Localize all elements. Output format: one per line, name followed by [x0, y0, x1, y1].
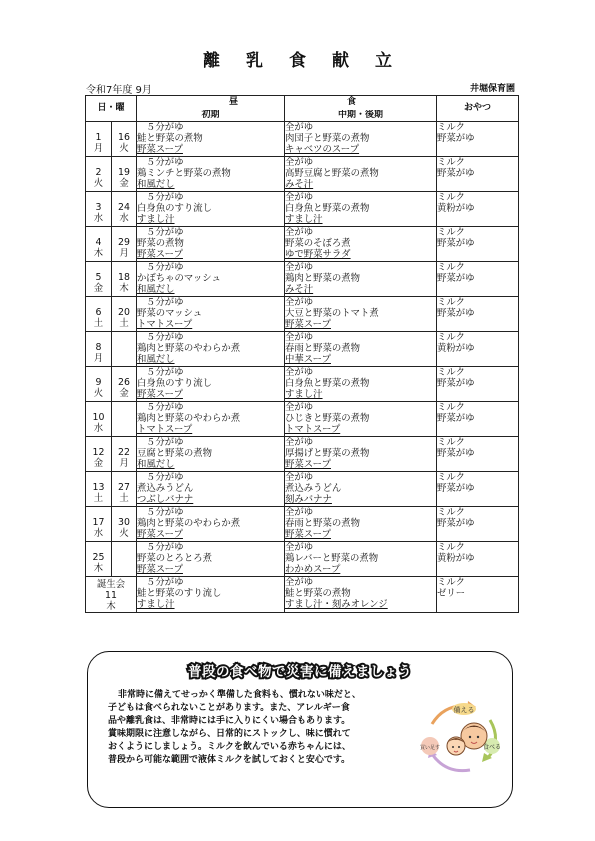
weekday: 土	[119, 492, 129, 504]
early-meal-cell-line: ５分がゆ	[146, 121, 184, 133]
date-number: 9	[95, 376, 102, 388]
weekday: 水	[93, 422, 104, 434]
date-number: 8	[95, 341, 102, 353]
snack-line: 野菜がゆ	[437, 308, 475, 320]
early-meal-cell	[137, 226, 285, 261]
mid-late-meal-cell-line: すまし汁	[285, 214, 323, 226]
mid-late-meal-cell-line: 野菜のそぼろ煮	[285, 238, 351, 250]
weekday: 土	[93, 317, 104, 329]
snack-line: ミルク	[437, 121, 465, 133]
mid-late-meal-cell-line: 刻みバナナ	[285, 494, 332, 506]
menu-period: 令和7年度 9月	[86, 85, 152, 96]
date-number: 6	[95, 306, 102, 318]
disaster-notice-box	[87, 651, 513, 808]
mid-late-meal-cell-line: ゆで野菜サラダ	[285, 249, 351, 261]
early-meal-cell-line: 野菜スープ	[137, 144, 183, 156]
early-meal-cell	[137, 576, 285, 612]
date-number	[112, 332, 136, 342]
snack-line: ミルク	[437, 576, 465, 588]
snack-line: ミルク	[437, 331, 465, 343]
snack-line: ゼリー	[437, 588, 466, 600]
early-meal-cell-line: かぼちゃのマッシュ	[137, 273, 221, 285]
table-row	[86, 261, 519, 296]
mid-late-meal-cell-line: 全がゆ	[285, 506, 314, 518]
header-meal: 食	[285, 96, 437, 110]
snack-line: ミルク	[437, 471, 465, 483]
table-row	[86, 541, 519, 576]
date-number: 30	[118, 516, 130, 528]
date-number: 26	[118, 376, 130, 388]
mid-late-meal-cell-line: 全がゆ	[285, 401, 314, 413]
nursery-name: 井堀保育園	[469, 84, 515, 94]
snack-line: ミルク	[437, 296, 465, 308]
mid-late-meal-cell-line: 全がゆ	[285, 471, 314, 483]
date-number	[112, 402, 136, 412]
mid-late-meal-cell-line: 厚揚げと野菜の煮物	[285, 448, 370, 460]
weekday: 火	[119, 142, 129, 154]
early-meal-cell-line: 和風だし	[137, 354, 175, 366]
birthday-label: 誕生会	[96, 578, 126, 590]
snack-line: ミルク	[437, 436, 465, 448]
date-cell-1	[86, 226, 112, 261]
early-meal-cell-line: 鶏肉と野菜のやわらか煮	[137, 518, 241, 530]
date-cell-1	[86, 436, 112, 471]
mid-late-meal-cell-line: すまし汁	[285, 389, 323, 401]
early-meal-cell-line: ５分がゆ	[146, 156, 184, 168]
mid-late-meal-cell-line: トマトスープ	[285, 424, 341, 436]
snack-cell	[437, 191, 519, 226]
date-cell-2	[112, 226, 137, 261]
mid-late-meal-cell-line: 全がゆ	[285, 156, 314, 168]
snack-line: ミルク	[437, 401, 465, 413]
mid-late-meal-cell	[285, 191, 437, 226]
early-meal-cell-line: 野菜のとろとろ煮	[137, 553, 213, 565]
notice-title: 普段の食べ物で災害に備えましょう	[188, 664, 412, 680]
notice-line: 子どもは食べられないことがあります。また、アレルギー食	[108, 703, 350, 713]
early-meal-cell	[137, 261, 285, 296]
early-meal-cell	[137, 471, 285, 506]
table-row	[86, 436, 519, 471]
weekday: 水	[93, 212, 104, 224]
weekday: 金	[93, 282, 104, 294]
header-snack: おやつ	[437, 96, 519, 122]
early-meal-cell	[137, 366, 285, 401]
weekday: 金	[119, 387, 129, 399]
header-date-day: 日・曜	[86, 96, 137, 122]
snack-line: ミルク	[437, 261, 465, 273]
table-row-birthday	[86, 576, 519, 612]
weekday: 火	[93, 177, 104, 189]
mid-late-meal-cell-line: みそ汁	[285, 284, 314, 296]
weekday: 火	[93, 387, 104, 399]
mid-late-meal-cell-line: 全がゆ	[285, 576, 314, 588]
early-meal-cell-line: トマトスープ	[137, 319, 193, 331]
early-meal-cell-line: 鶏ミンチと野菜の煮物	[137, 168, 231, 180]
date-number: 18	[118, 271, 130, 283]
mid-late-meal-cell	[285, 331, 437, 366]
mid-late-meal-cell-line: キャベツのスープ	[285, 144, 360, 156]
snack-line: 黄粉がゆ	[437, 553, 475, 565]
notice-line: 品や離乳食は、非常時には手に入りにくい場合もあります。	[108, 716, 351, 726]
snack-cell	[437, 121, 519, 156]
snack-line: 野菜がゆ	[437, 483, 475, 495]
snack-cell	[437, 576, 519, 612]
early-meal-cell-line: トマトスープ	[137, 424, 193, 436]
date-cell-2	[112, 191, 137, 226]
snack-cell	[437, 366, 519, 401]
table-row	[86, 191, 519, 226]
early-meal-cell-line: 煮込みうどん	[137, 483, 194, 495]
weekday: 金	[119, 177, 129, 189]
cycle-label-buy: 買い足す	[419, 745, 441, 751]
notice-line: 非常時に備えてせっかく準備した食料も、慣れない味だと、	[118, 690, 361, 700]
date-number	[112, 542, 136, 552]
table-row	[86, 401, 519, 436]
mid-late-meal-cell-line: 全がゆ	[285, 226, 314, 238]
date-number: 2	[95, 166, 102, 178]
early-meal-cell-line: ５分がゆ	[146, 506, 184, 518]
mid-late-meal-cell-line: 鶏肉と野菜の煮物	[285, 273, 361, 285]
mid-late-meal-cell-line: 野菜スープ	[285, 319, 331, 331]
snack-line: ミルク	[437, 191, 465, 203]
date-number: 4	[95, 236, 102, 248]
table-row	[86, 331, 519, 366]
mid-late-meal-cell-line: 鮭と野菜の煮物	[285, 588, 351, 600]
early-meal-cell-line: すまし汁	[137, 214, 175, 226]
early-meal-cell-line: 和風だし	[137, 459, 175, 471]
mid-late-meal-cell	[285, 261, 437, 296]
mid-late-meal-cell	[285, 471, 437, 506]
early-meal-cell-line: 鮭と野菜のすり流し	[137, 588, 222, 600]
early-meal-cell-line: ５分がゆ	[146, 296, 184, 308]
date-number: 12	[92, 446, 105, 458]
cycle-label-eat: 食べる	[482, 744, 502, 751]
date-cell-1	[86, 121, 112, 156]
table-row	[86, 506, 519, 541]
weekday: 月	[93, 352, 104, 364]
date-number: 20	[118, 306, 130, 318]
snack-cell	[437, 541, 519, 576]
early-meal-cell-line: 野菜の煮物	[137, 238, 184, 250]
table-row	[86, 471, 519, 506]
snack-line: 野菜がゆ	[437, 518, 475, 530]
table-row	[86, 156, 519, 191]
snack-cell	[437, 436, 519, 471]
weekday: 月	[119, 457, 129, 469]
date-number: 25	[92, 551, 105, 563]
mid-late-meal-cell-line: 全がゆ	[285, 366, 314, 378]
birthday-date-cell	[86, 576, 137, 612]
early-meal-cell-line: つぶしバナナ	[137, 494, 194, 506]
snack-cell	[437, 296, 519, 331]
snack-line: 野菜がゆ	[437, 168, 475, 180]
snack-line: 野菜がゆ	[437, 413, 475, 425]
date-cell-2	[112, 156, 137, 191]
snack-cell	[437, 331, 519, 366]
date-cell-2	[112, 296, 137, 331]
weekday: 月	[93, 142, 104, 154]
mid-late-meal-cell-line: 高野豆腐と野菜の煮物	[285, 168, 379, 180]
date-number: 11	[105, 589, 117, 601]
mid-late-meal-cell	[285, 296, 437, 331]
mid-late-meal-cell-line: わかめスープ	[285, 564, 341, 576]
mid-late-meal-cell-line: 春雨と野菜の煮物	[285, 518, 361, 530]
snack-line: ミルク	[437, 156, 465, 168]
early-meal-cell-line: ５分がゆ	[146, 226, 184, 238]
weekday: 水	[119, 212, 129, 224]
date-cell-2	[112, 401, 137, 436]
mid-late-meal-cell	[285, 436, 437, 471]
mid-late-meal-cell-line: 鶏レバーと野菜の煮物	[285, 553, 379, 565]
date-number: 19	[118, 166, 130, 178]
weekday: 金	[93, 457, 104, 469]
snack-line: 野菜がゆ	[437, 238, 475, 250]
header-early: 初期	[137, 110, 285, 122]
early-meal-cell-line: 豆腐と野菜の煮物	[137, 448, 213, 460]
mid-late-meal-cell-line: 野菜スープ	[285, 459, 331, 471]
date-number: 1	[95, 131, 102, 143]
header-mid-late: 中期・後期	[285, 110, 437, 122]
early-meal-cell-line: 鶏肉と野菜のやわらか煮	[137, 413, 241, 425]
early-meal-cell-line: ５分がゆ	[146, 471, 184, 483]
baby-food-menu-table	[85, 95, 519, 613]
early-meal-cell	[137, 506, 285, 541]
mid-late-meal-cell-line: 全がゆ	[285, 436, 314, 448]
weekday: 木	[119, 282, 129, 294]
early-meal-cell-line: ５分がゆ	[146, 436, 184, 448]
date-cell-2	[112, 541, 137, 576]
mid-late-meal-cell-line: 全がゆ	[285, 331, 314, 343]
early-meal-cell-line: 野菜スープ	[137, 564, 183, 576]
date-cell-1	[86, 506, 112, 541]
mid-late-meal-cell-line: すまし汁・刻みオレンジ	[285, 599, 388, 611]
date-cell-1	[86, 261, 112, 296]
early-meal-cell	[137, 296, 285, 331]
early-meal-cell-line: 和風だし	[137, 179, 175, 191]
date-number: 17	[92, 516, 105, 528]
mid-late-meal-cell-line: 春雨と野菜の煮物	[285, 343, 361, 355]
snack-cell	[437, 401, 519, 436]
early-meal-cell	[137, 541, 285, 576]
early-meal-cell-line: 和風だし	[137, 284, 175, 296]
early-meal-cell-line: 白身魚のすり流し	[137, 378, 213, 390]
weekday: 火	[119, 527, 129, 539]
snack-cell	[437, 471, 519, 506]
mid-late-meal-cell	[285, 366, 437, 401]
date-cell-2	[112, 121, 137, 156]
early-meal-cell-line: ５分がゆ	[146, 401, 184, 413]
early-meal-cell	[137, 156, 285, 191]
page-title: 離乳食献立	[203, 51, 418, 71]
table-row	[86, 226, 519, 261]
table-row	[86, 121, 519, 156]
table-row	[86, 366, 519, 401]
mid-late-meal-cell	[285, 226, 437, 261]
date-number: 3	[95, 201, 102, 213]
early-meal-cell-line: 野菜のマッシュ	[137, 308, 203, 320]
weekday: 木	[93, 562, 104, 574]
date-cell-2	[112, 506, 137, 541]
mid-late-meal-cell-line: 全がゆ	[285, 541, 314, 553]
date-number: 10	[92, 411, 105, 423]
weekday: 木	[106, 600, 116, 612]
early-meal-cell	[137, 191, 285, 226]
date-cell-1	[86, 296, 112, 331]
date-cell-2	[112, 366, 137, 401]
snack-line: 黄粉がゆ	[437, 343, 475, 355]
mid-late-meal-cell-line: 全がゆ	[285, 121, 314, 133]
mid-late-meal-cell	[285, 541, 437, 576]
snack-cell	[437, 156, 519, 191]
mid-late-meal-cell-line: 白身魚と野菜の煮物	[285, 378, 370, 390]
notice-body	[108, 689, 416, 767]
snack-line: 野菜がゆ	[437, 133, 475, 145]
early-meal-cell	[137, 331, 285, 366]
snack-line: ミルク	[437, 366, 465, 378]
snack-line: 野菜がゆ	[437, 378, 475, 390]
mid-late-meal-cell-line: ひじきと野菜の煮物	[285, 413, 370, 425]
notice-line: 普段から可能な範囲で液体ミルクを試しておくと安心です。	[108, 755, 351, 765]
date-number: 5	[95, 271, 102, 283]
date-number: 27	[118, 481, 130, 493]
early-meal-cell	[137, 401, 285, 436]
mid-late-meal-cell-line: 野菜スープ	[285, 529, 331, 541]
early-meal-cell-line: 野菜スープ	[137, 249, 183, 261]
snack-cell	[437, 261, 519, 296]
snack-line: ミルク	[437, 226, 465, 238]
mid-late-meal-cell-line: 全がゆ	[285, 191, 314, 203]
early-meal-cell-line: 白身魚のすり流し	[137, 203, 213, 215]
date-cell-2	[112, 331, 137, 366]
weekday: 木	[93, 247, 104, 259]
date-cell-2	[112, 261, 137, 296]
snack-line: 黄粉がゆ	[437, 203, 475, 215]
early-meal-cell	[137, 121, 285, 156]
date-cell-1	[86, 471, 112, 506]
mid-late-meal-cell	[285, 156, 437, 191]
family-cycle-illustration	[418, 696, 506, 776]
mid-late-meal-cell	[285, 401, 437, 436]
cycle-label-stock: 備える	[453, 706, 475, 714]
mid-late-meal-cell-line: 全がゆ	[285, 296, 314, 308]
weekday: 土	[93, 492, 104, 504]
date-number: 24	[118, 201, 130, 213]
early-meal-cell-line: 鶏肉と野菜のやわらか煮	[137, 343, 241, 355]
early-meal-cell-line: ５分がゆ	[146, 576, 184, 588]
early-meal-cell	[137, 436, 285, 471]
early-meal-cell-line: ５分がゆ	[146, 541, 184, 553]
snack-line: 野菜がゆ	[437, 273, 475, 285]
early-meal-cell-line: ５分がゆ	[146, 366, 184, 378]
early-meal-cell-line: すまし汁	[137, 599, 175, 611]
mid-late-meal-cell-line: 大豆と野菜のトマト煮	[285, 308, 379, 320]
date-number: 22	[118, 446, 130, 458]
date-cell-1	[86, 541, 112, 576]
snack-cell	[437, 506, 519, 541]
snack-line: ミルク	[437, 506, 465, 518]
mid-late-meal-cell	[285, 576, 437, 612]
early-meal-cell-line: ５分がゆ	[146, 261, 184, 273]
table-row	[86, 296, 519, 331]
mid-late-meal-cell-line: 肉団子と野菜の煮物	[285, 133, 370, 145]
date-cell-1	[86, 156, 112, 191]
weekday: 水	[93, 527, 104, 539]
date-number: 13	[92, 481, 105, 493]
date-cell-2	[112, 471, 137, 506]
mid-late-meal-cell-line: 全がゆ	[285, 261, 314, 273]
notice-line: 賞味期限に注意しながら、日常的にストックし、味に慣れて	[108, 729, 351, 739]
mid-late-meal-cell	[285, 121, 437, 156]
date-cell-1	[86, 366, 112, 401]
snack-line: ミルク	[437, 541, 465, 553]
date-cell-1	[86, 331, 112, 366]
date-number: 16	[118, 131, 130, 143]
mid-late-meal-cell-line: 白身魚と野菜の煮物	[285, 203, 370, 215]
date-number: 29	[118, 236, 130, 248]
early-meal-cell-line: 野菜スープ	[137, 529, 183, 541]
weekday: 土	[119, 317, 129, 329]
early-meal-cell-line: ５分がゆ	[146, 191, 184, 203]
date-cell-1	[86, 191, 112, 226]
header-lunch: 昼	[137, 96, 285, 110]
date-cell-2	[112, 436, 137, 471]
mid-late-meal-cell-line: 中華スープ	[285, 354, 331, 366]
date-cell-1	[86, 401, 112, 436]
early-meal-cell-line: ５分がゆ	[146, 331, 184, 343]
snack-cell	[437, 226, 519, 261]
notice-line: おくようにしましょう。ミルクを飲んでいる赤ちゃんには、	[108, 742, 351, 752]
early-meal-cell-line: 野菜スープ	[137, 389, 183, 401]
mid-late-meal-cell-line: みそ汁	[285, 179, 314, 191]
mid-late-meal-cell	[285, 506, 437, 541]
early-meal-cell-line: 鮭と野菜の煮物	[137, 133, 203, 145]
snack-line: 野菜がゆ	[437, 448, 475, 460]
mid-late-meal-cell-line: 煮込みうどん	[285, 483, 342, 495]
weekday: 月	[119, 247, 129, 259]
